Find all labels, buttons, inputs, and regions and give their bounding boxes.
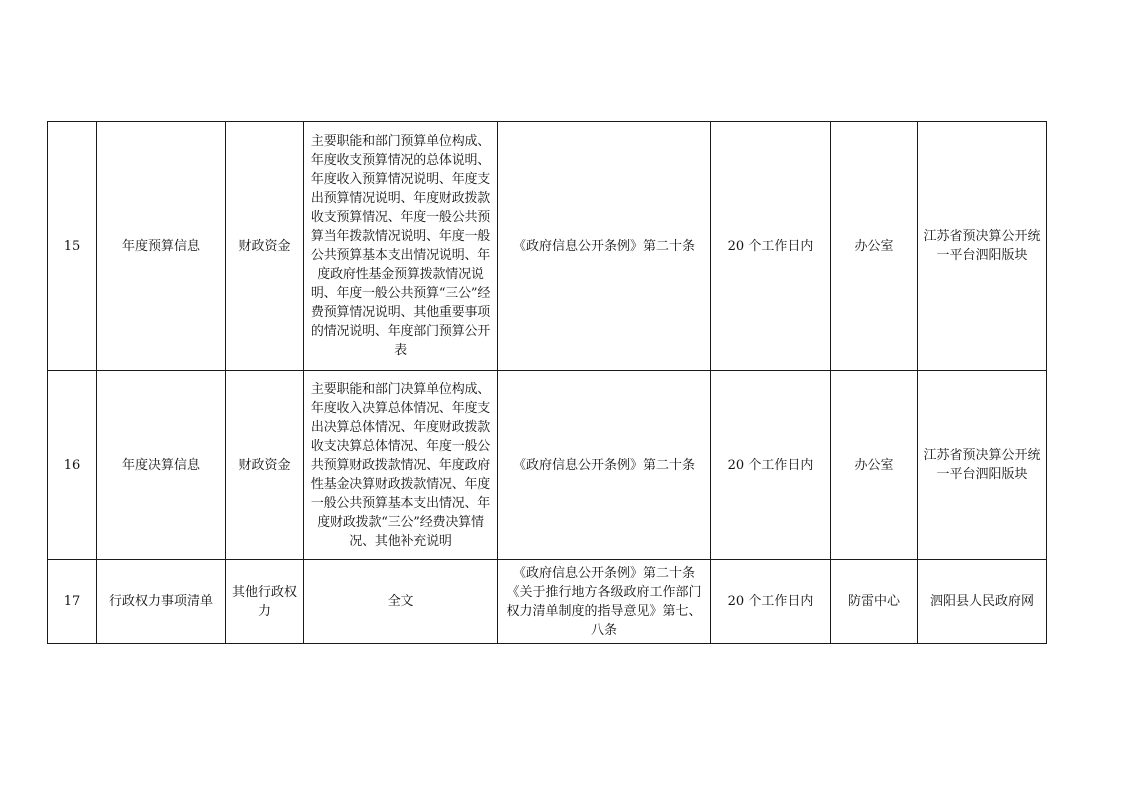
item-name: 行政权力事项清单 (97, 560, 226, 644)
item-name: 年度决算信息 (97, 371, 226, 560)
disclosure-content: 全文 (304, 560, 498, 644)
time-limit: 20 个工作日内 (711, 122, 831, 371)
row-number: 16 (48, 371, 97, 560)
disclosure-channel: 江苏省预决算公开统一平台泗阳版块 (918, 371, 1047, 560)
time-limit: 20 个工作日内 (711, 371, 831, 560)
table-row (48, 122, 1047, 371)
item-name: 年度预算信息 (97, 122, 226, 371)
table-row (48, 560, 1047, 644)
disclosure-table-page (47, 121, 1046, 644)
disclosure-table (47, 121, 1047, 644)
legal-basis: 《政府信息公开条例》第二十条 (498, 122, 711, 371)
time-limit: 20 个工作日内 (711, 560, 831, 644)
responsible-department: 办公室 (831, 122, 918, 371)
item-category: 财政资金 (226, 122, 304, 371)
row-number: 17 (48, 560, 97, 644)
disclosure-channel: 江苏省预决算公开统一平台泗阳版块 (918, 122, 1047, 371)
table-row (48, 371, 1047, 560)
legal-basis: 《政府信息公开条例》第二十条 (498, 371, 711, 560)
item-category: 财政资金 (226, 371, 304, 560)
disclosure-channel: 泗阳县人民政府网 (918, 560, 1047, 644)
disclosure-content: 主要职能和部门预算单位构成、年度收支预算情况的总体说明、年度收入预算情况说明、年度支出预算情况说明、年度财政拨款收支预算情况、年度一般公共预算当年拨款情况说明、年度一般公共预算基本支出情况说明、年度政府性基金预算拨款情况说明、年度一般公共预算“三公”经费预算情况说明、其他重要事项的情况说明、年度部门预算公开表 (304, 122, 498, 371)
disclosure-content: 主要职能和部门决算单位构成、年度收入决算总体情况、年度支出决算总体情况、年度财政拨款收支决算总体情况、年度一般公共预算财政拨款情况、年度政府性基金决算财政拨款情况、年度一般公共预算基本支出情况、年度财政拨款“三公”经费决算情况、其他补充说明 (304, 371, 498, 560)
legal-basis: 《政府信息公开条例》第二十条《关于推行地方各级政府工作部门权力清单制度的指导意见》第七、八条 (498, 560, 711, 644)
row-number: 15 (48, 122, 97, 371)
item-category: 其他行政权力 (226, 560, 304, 644)
responsible-department: 办公室 (831, 371, 918, 560)
responsible-department: 防雷中心 (831, 560, 918, 644)
